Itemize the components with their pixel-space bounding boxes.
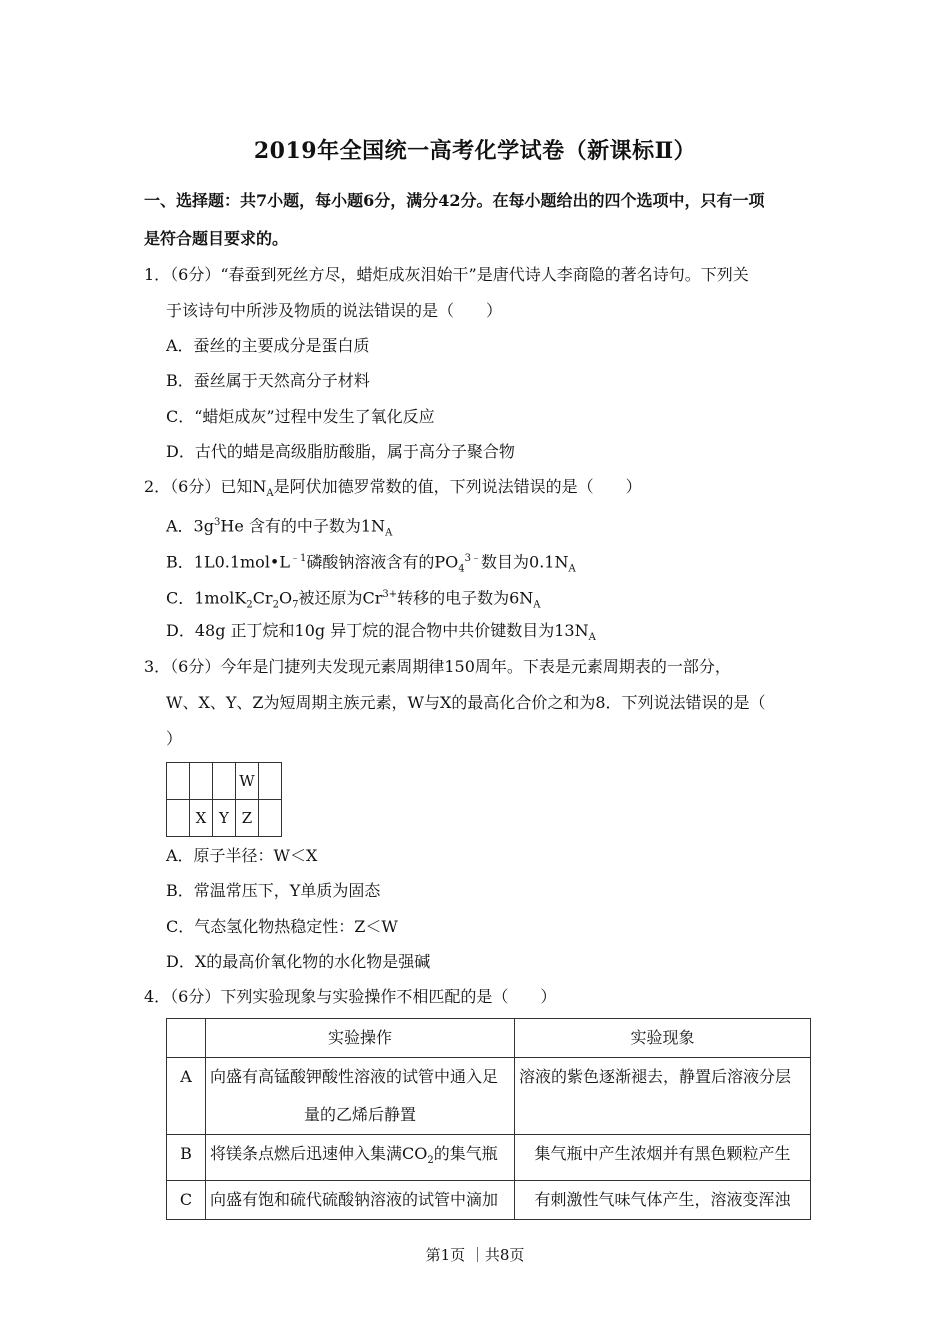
table-cell <box>167 763 190 800</box>
operation-cell: 向盛有高锰酸钾酸性溶液的试管中通入足 量的乙烯后静置 <box>206 1058 515 1135</box>
table-header-row <box>167 1019 811 1058</box>
table-cell <box>259 800 282 837</box>
table-cell: W <box>236 763 259 800</box>
section-heading-line1: 一、选择题：共7小题，每小题6分，满分42分。在每小题给出的四个选项中，只有一项 <box>144 191 765 210</box>
q2-stem: 2．（6分）已知$N_A$是阿伏加德罗常数的值，下列说法错误的是（ ） <box>144 477 642 500</box>
q1-stem-line1: 1．（6分）“春蚕到死丝方尽，蜡炬成灰泪始干”是唐代诗人李商隐的著名诗句。下列关 <box>144 265 749 284</box>
q3-option-b: B．常温常压下，Y单质为固态 <box>166 881 381 900</box>
q1-stem-line2: 于该诗句中所涉及物质的说法错误的是（ ） <box>166 301 503 320</box>
q3-option-c: C．气态氢化物热稳定性：Z＜W <box>166 917 398 936</box>
q1-option-c: C．“蜡炬成灰”过程中发生了氧化反应 <box>166 407 435 426</box>
q3-stem-line1: 3．（6分）今年是门捷列夫发现元素周期律150周年。下表是元素周期表的一部分， <box>144 657 731 676</box>
operation-cell: 将镁条点燃后迅速伸入集满$CO_2$的集气瓶 <box>206 1135 515 1181</box>
table-cell <box>259 763 282 800</box>
table-cell: Y <box>213 800 236 837</box>
header-cell <box>167 1019 206 1058</box>
q1-option-b: B．蚕丝属于天然高分子材料 <box>166 371 370 390</box>
experiment-table <box>166 1018 811 1220</box>
q2-option-c: C．$1molK_2Cr_2O_7$被还原为$Cr^{3+}$转移的电子数为$6N_A$ <box>166 588 541 611</box>
table-cell <box>190 763 213 800</box>
q3-stem-line3: ） <box>166 729 183 748</box>
q2-option-b: B．$1L0.1mol•L^{﹣1}$磷酸钠溶液含有的$PO_4^{3﹣}$数目为$0.1N_A$ <box>166 552 576 575</box>
table-row <box>167 763 282 800</box>
q2-option-a: A．$3g^3He$ 含有的中子数为$1N_A$ <box>166 516 393 539</box>
q3-option-d: D．X的最高价氧化物的水化物是强碱 <box>166 952 431 971</box>
row-label: A <box>167 1058 206 1135</box>
q1-option-a: A．蚕丝的主要成分是蛋白质 <box>166 336 370 355</box>
table-row <box>167 1058 811 1135</box>
phenomenon-cell: 溶液的紫色逐渐褪去，静置后溶液分层 <box>515 1058 811 1135</box>
table-cell <box>167 800 190 837</box>
page-title: 2019年全国统一高考化学试卷（新课标Ⅱ） <box>253 138 697 164</box>
q1-option-d: D．古代的蜡是高级脂肪酸脂，属于高分子聚合物 <box>166 442 515 461</box>
page-footer: 第1页 ｜共8页 <box>425 1246 525 1264</box>
operation-cell: 向盛有饱和硫代硫酸钠溶液的试管中滴加 <box>206 1181 515 1220</box>
q3-option-a: A．原子半径：W＜X <box>166 846 318 865</box>
table-cell: Z <box>236 800 259 837</box>
table-row <box>167 1181 811 1220</box>
section-heading-line2: 是符合题目要求的。 <box>144 229 289 248</box>
table-row <box>167 1135 811 1181</box>
header-cell: 实验操作 <box>206 1019 515 1058</box>
row-label: C <box>167 1181 206 1220</box>
row-label: B <box>167 1135 206 1181</box>
table-cell <box>213 763 236 800</box>
q2-option-d: D．48g 正丁烷和10g 异丁烷的混合物中共价键数目为$13N_A$ <box>166 621 596 644</box>
q3-stem-line2: W、X、Y、Z为短周期主族元素，W与X的最高化合价之和为8．下列说法错误的是（ <box>166 693 766 712</box>
table-row <box>167 800 282 837</box>
q4-stem: 4．（6分）下列实验现象与实验操作不相匹配的是（ ） <box>144 987 557 1006</box>
phenomenon-cell: 有刺激性气味气体产生，溶液变浑浊 <box>515 1181 811 1220</box>
phenomenon-cell: 集气瓶中产生浓烟并有黑色颗粒产生 <box>515 1135 811 1181</box>
periodic-table-fragment <box>166 762 282 837</box>
table-cell: X <box>190 800 213 837</box>
header-cell: 实验现象 <box>515 1019 811 1058</box>
